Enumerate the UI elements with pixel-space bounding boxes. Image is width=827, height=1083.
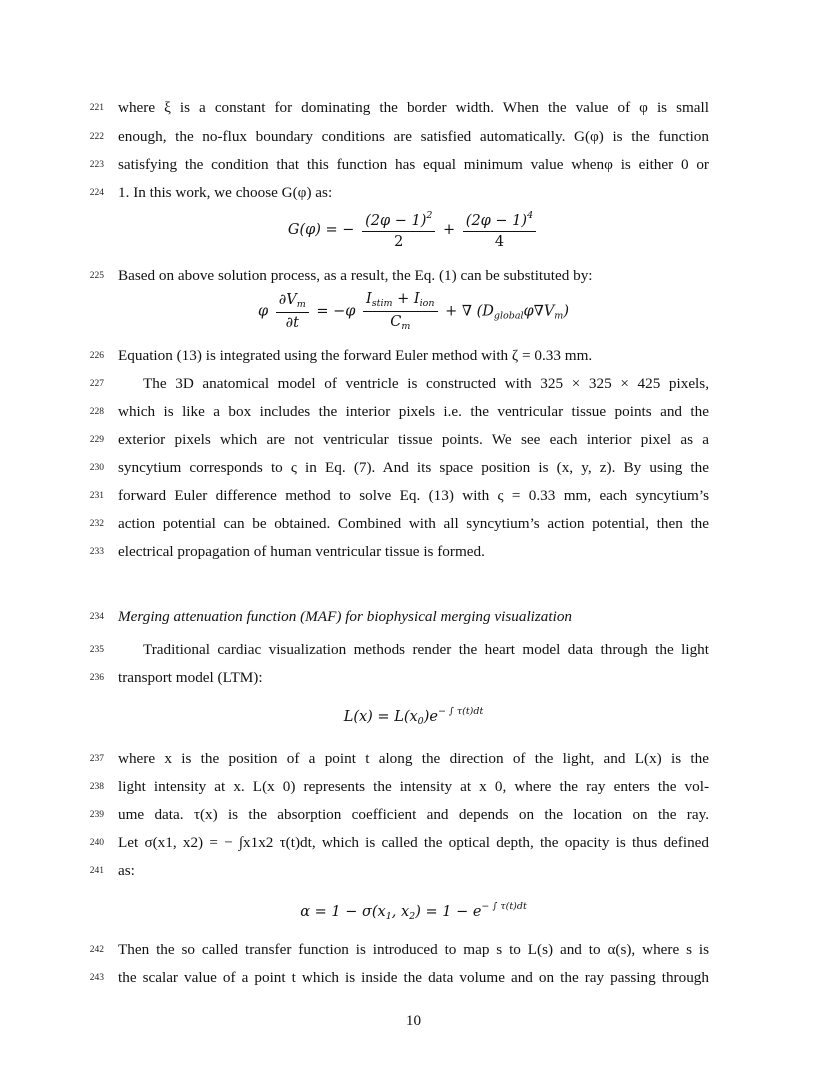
line-number: 221 — [89, 103, 104, 113]
fraction: $\frac{\partial V_m}{\partial t}$ — [276, 292, 309, 331]
body-text-line: which is like a box includes the interior pixels i.e. the ventricular tissue points and the — [118, 403, 709, 420]
line-number: 243 — [89, 973, 104, 983]
body-text-line: Based on above solution process, as a result, the Eq. (1) can be substituted by: — [118, 267, 593, 284]
line-number: 242 — [89, 945, 104, 955]
body-text-line: enough, the no-flux boundary conditions are satisfied automatically. G(φ) is the function — [118, 128, 709, 145]
body-text-line: Then the so called transfer function is introduced to map s to L(s) and to α(s), where s is — [118, 941, 709, 958]
line-number: 237 — [89, 754, 104, 764]
line-number: 232 — [89, 519, 104, 529]
body-text-line: 1. In this work, we choose G(φ) as: — [118, 184, 333, 201]
line-number: 223 — [89, 160, 104, 170]
body-text-line: syncytium corresponds to ς in Eq. (7). And its space position is (x, y, z). By using the — [118, 459, 709, 476]
line-number: 230 — [89, 463, 104, 473]
body-text-line: Equation (13) is integrated using the forward Euler method with ζ = 0.33 mm. — [118, 347, 593, 364]
body-text-line: where x is the position of a point t along the direction of the light, and L(x) is the — [118, 750, 709, 767]
body-text-line: forward Euler difference method to solve Eq. (13) with ς = 0.33 mm, each syncytium’s — [118, 487, 709, 504]
equation-opacity: $\alpha = 1 - \sigma(x_1$, $x_2) = 1 - e^{- \int \tau(t)dt}$ — [300, 901, 527, 922]
line-number: 233 — [89, 547, 104, 557]
body-text-line: Let σ(x1, x2) = − ∫x1x2 τ(t)dt, which is called the optical depth, the opacity is thus defined — [118, 834, 709, 851]
line-number: 228 — [89, 407, 104, 417]
fraction: $\frac{(2\varphi - 1)^2}{2}$ — [362, 210, 435, 250]
body-text-line: satisfying the condition that this function has equal minimum value whenφ is either 0 or — [118, 156, 709, 173]
line-number: 229 — [89, 435, 104, 445]
page-number: 10 — [405, 1012, 422, 1029]
line-number: 234 — [89, 612, 104, 622]
fraction: $\frac{(2\varphi - 1)^4}{4}$ — [463, 210, 536, 250]
body-text-line: The 3D anatomical model of ventricle is constructed with 325 × 325 × 425 pixels, — [143, 375, 709, 392]
body-text-line: light intensity at x. L(x 0) represents the intensity at x 0, where the ray enters the vol- — [118, 778, 709, 795]
line-number: 238 — [89, 782, 104, 792]
equation-g-phi: G(φ) = − $\frac{(2\varphi - 1)^2}{2}$ + $\frac{(2\varphi - 1)^4}{4}$ — [118, 210, 709, 250]
body-text-line: where ξ is a constant for dominating the border width. When the value of φ is small — [118, 99, 709, 116]
body-text-line: the scalar value of a point t which is inside the data volume and on the ray passing through — [118, 969, 709, 986]
line-number: 231 — [89, 491, 104, 501]
line-number: 236 — [89, 673, 104, 683]
equation-membrane-potential: φ $\frac{\partial V_m}{\partial t}$ = −φ $\frac{I_{stim} + I_{ion}}{C_m}$ + ∇ $(D_{global}\varphi\nabla V_m)$ — [258, 291, 569, 332]
body-text-line: action potential can be obtained. Combined with all syncytium’s action potential, then the — [118, 515, 709, 532]
body-text-line: electrical propagation of human ventricular tissue is formed. — [118, 543, 485, 560]
body-text-line: exterior pixels which are not ventricular tissue points. We see each interior pixel as a — [118, 431, 709, 448]
line-number: 235 — [89, 645, 104, 655]
body-text-line: Traditional cardiac visualization methods render the heart model data through the light — [143, 641, 709, 658]
line-number: 225 — [89, 271, 104, 281]
body-text-line: transport model (LTM): — [118, 669, 263, 686]
line-number: 226 — [89, 351, 104, 361]
line-number: 224 — [89, 188, 104, 198]
equation-light-transport: $L(x) = L(x_0)e^{- \int \tau(t)dt}$ — [343, 706, 484, 727]
line-number: 241 — [89, 866, 104, 876]
body-text-line: ume data. τ(x) is the absorption coefficient and depends on the location on the ray. — [118, 806, 709, 823]
line-number: 222 — [89, 132, 104, 142]
line-number: 240 — [89, 838, 104, 848]
section-heading: Merging attenuation function (MAF) for biophysical merging visualization — [118, 608, 573, 625]
line-number: 239 — [89, 810, 104, 820]
fraction: $\frac{I_{stim} + I_{ion}}{C_m}$ — [363, 291, 437, 332]
body-text-line: as: — [118, 862, 135, 879]
line-number: 227 — [89, 379, 104, 389]
